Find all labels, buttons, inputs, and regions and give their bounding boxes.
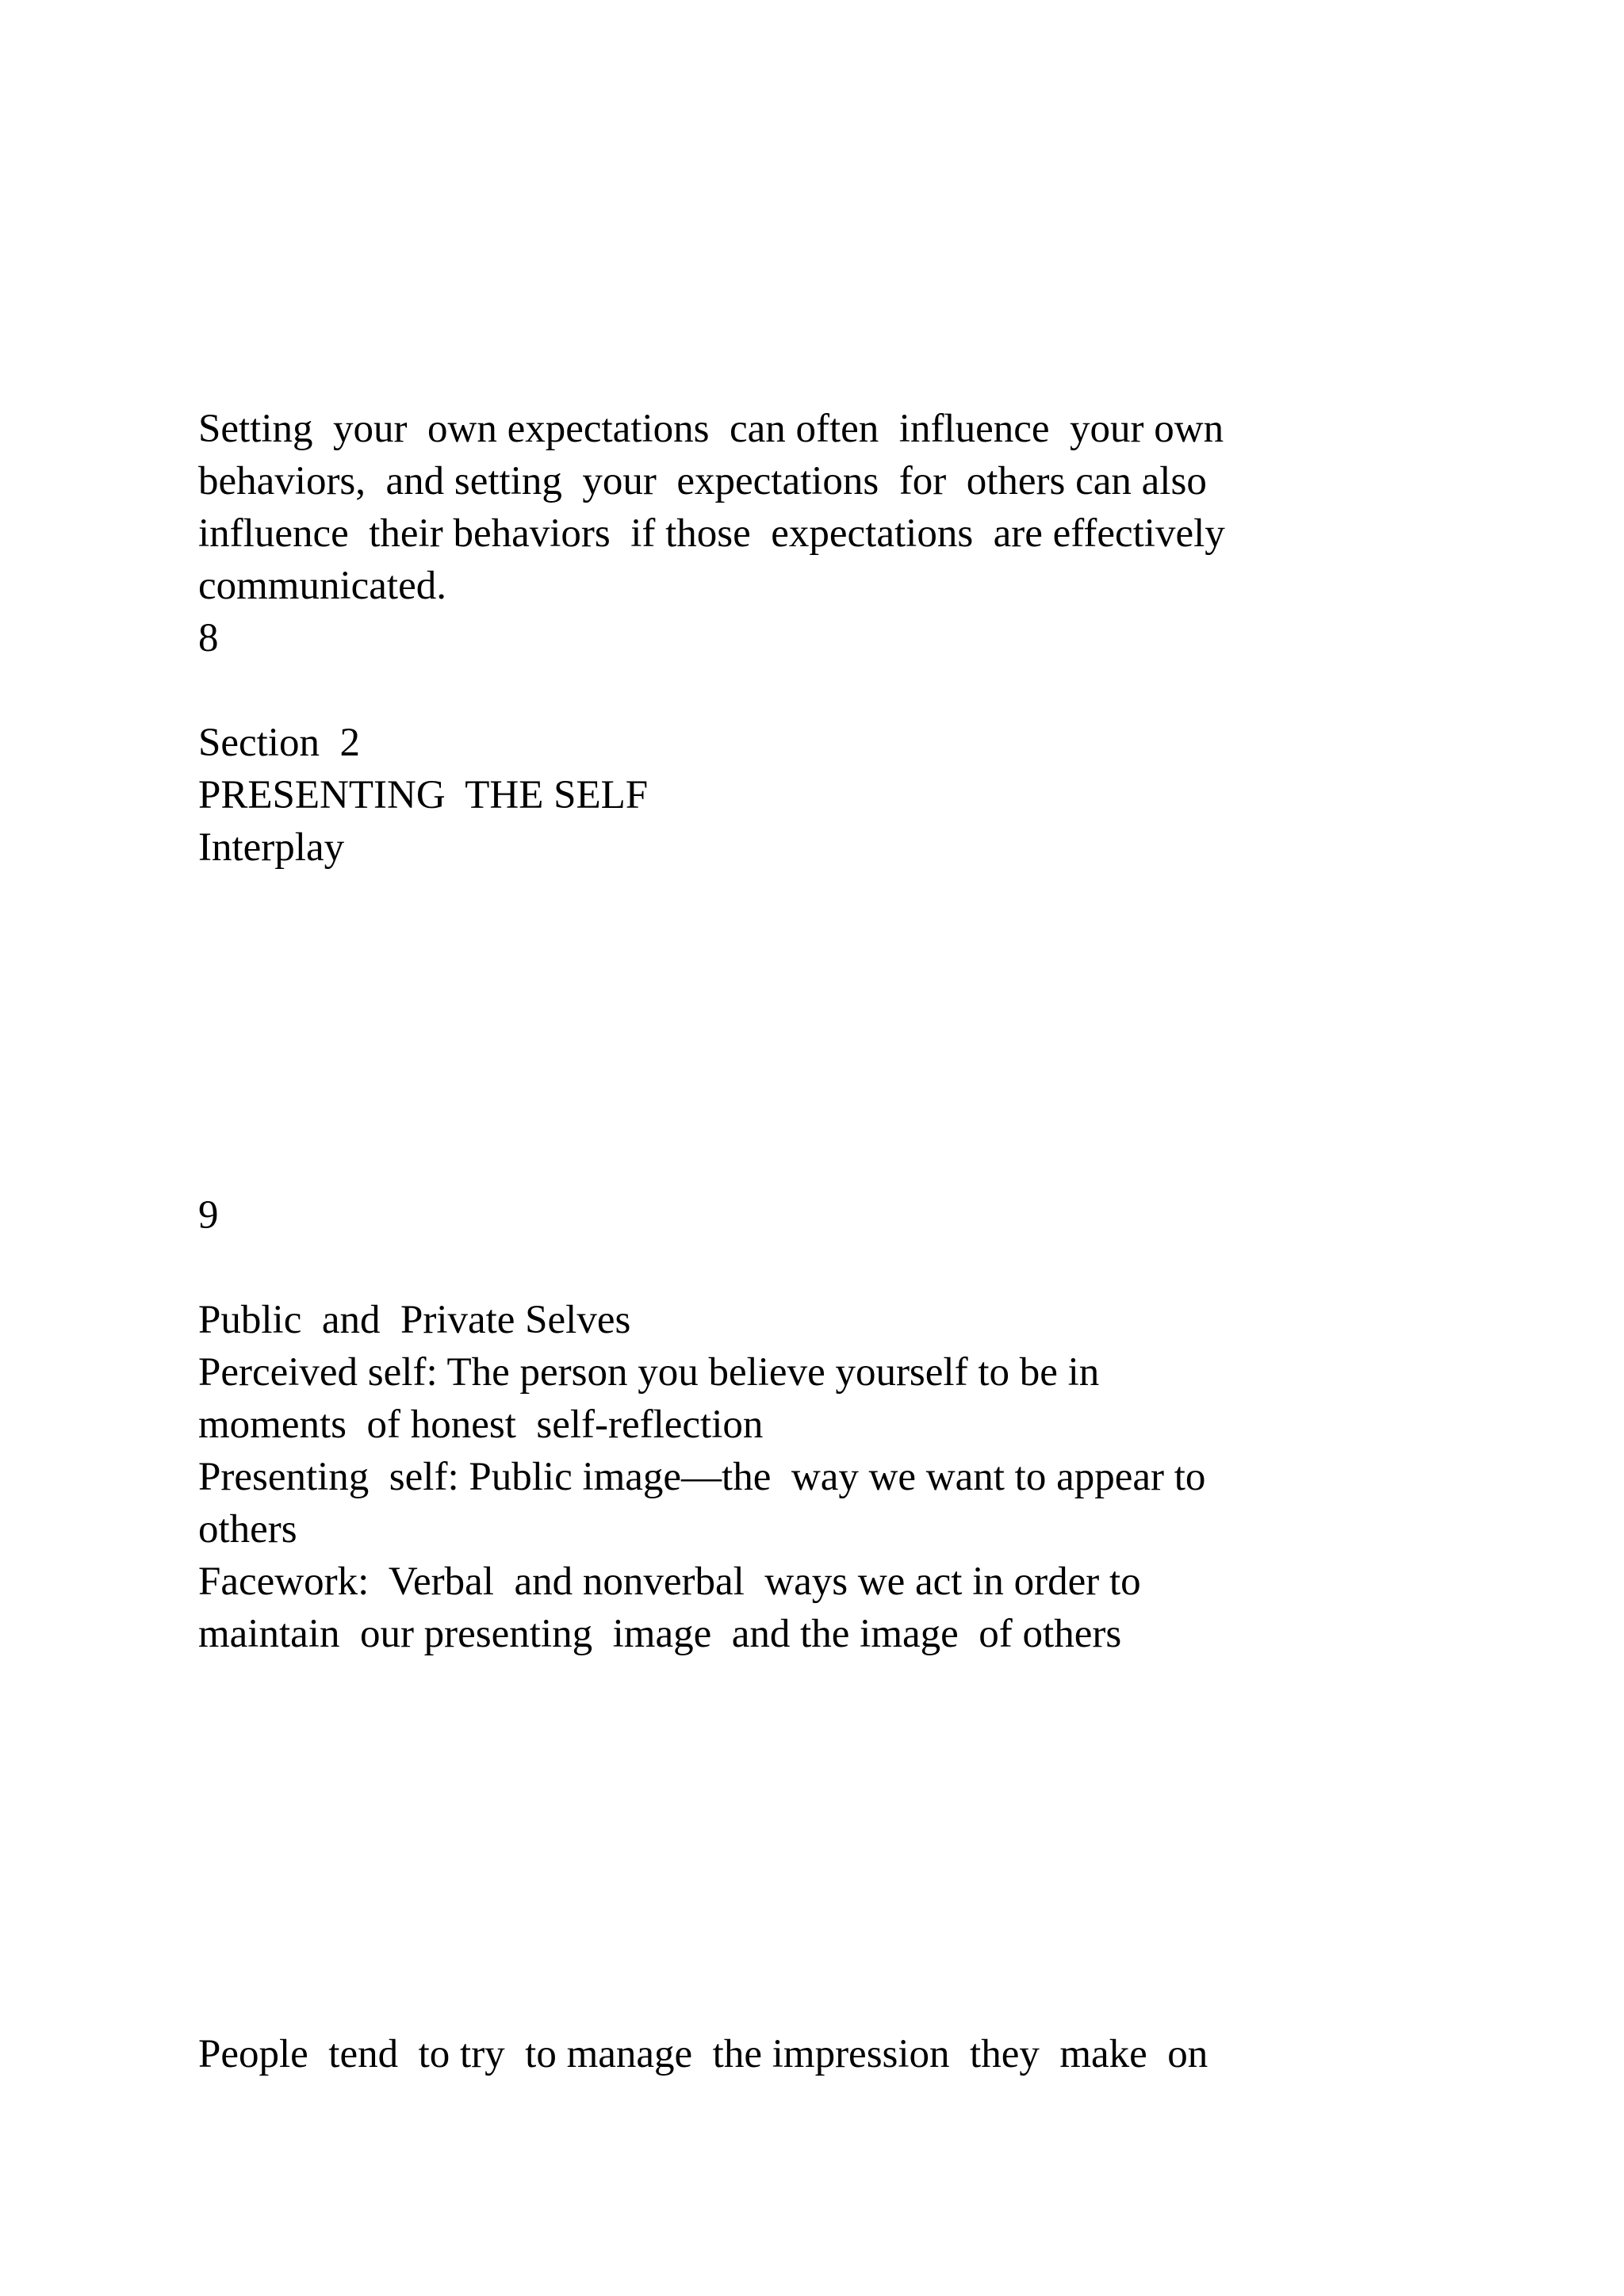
text-line: others: [198, 1507, 297, 1552]
section-label: Section 2: [198, 721, 360, 765]
blank-line: [198, 1242, 1435, 1294]
text-block-public-private-selves: [198, 1189, 1435, 1660]
text-line: communicated.: [198, 564, 446, 608]
text-block-impression: [198, 2028, 1435, 2080]
text-block-expectations: [198, 403, 1435, 874]
text-line: influence their behaviors if those expectations are effectively: [198, 511, 1225, 556]
text-line: maintain our presenting image and the image of others: [198, 1612, 1122, 1656]
text-line: Setting your own expectations can often influence your own: [198, 407, 1224, 451]
section-title: PRESENTING THE SELF: [198, 773, 649, 817]
page-number: 8: [198, 616, 219, 660]
page-number: 9: [198, 1193, 219, 1238]
section-source: Interplay: [198, 825, 345, 870]
blank-line: [198, 664, 1435, 717]
text-line: Presenting self: Public image—the way we want to appear to: [198, 1455, 1206, 1499]
text-line: Facework: Verbal and nonverbal ways we act in order to: [198, 1559, 1141, 1604]
text-line: moments of honest self-reflection: [198, 1402, 764, 1447]
text-line: People tend to try to manage the impression they make on: [198, 2032, 1208, 2076]
heading: Public and Private Selves: [198, 1298, 631, 1342]
text-line: behaviors, and setting your expectations for others can also: [198, 459, 1207, 503]
text-line: Perceived self: The person you believe yourself to be in: [198, 1350, 1100, 1395]
